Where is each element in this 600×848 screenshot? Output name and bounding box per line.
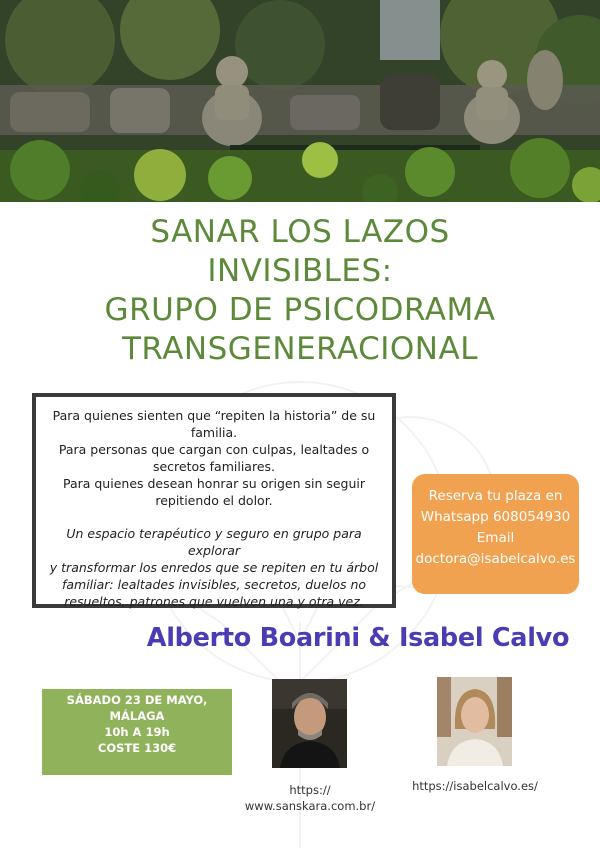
alberto-website-link[interactable] <box>230 782 390 814</box>
alberto-url-line-1: https:// <box>289 783 331 797</box>
title-line-3: GRUPO DE PSICODRAMA <box>104 292 496 328</box>
event-hours: 10h A 19h <box>104 725 170 739</box>
description-line-4: resueltos, patrones que vuelven una y otra vez. <box>64 594 364 609</box>
reserve-line-1: Reserva tu plaza en <box>428 488 563 504</box>
audience-box <box>32 393 396 608</box>
reserve-whatsapp[interactable]: Whatsapp 608054930 <box>420 509 571 525</box>
isabel-website-link[interactable]: https://isabelcalvo.es/ <box>412 779 538 793</box>
isabel-photo <box>437 677 512 766</box>
event-details-box <box>42 689 232 775</box>
flyer-title <box>0 213 600 369</box>
audience-line-6: repitiendo el dolor. <box>155 493 273 508</box>
event-date: SÁBADO 23 DE MAYO, <box>66 693 208 707</box>
header-photo <box>0 0 600 202</box>
event-cost: COSTE 130€ <box>97 741 177 755</box>
description-line-3: familiar: lealtades invisibles, secretos, duelos no <box>61 577 367 592</box>
reserve-email-label: Email <box>476 530 515 546</box>
speakers-heading <box>0 623 600 653</box>
audience-line-5: Para quienes desean honrar su origen sin seguir <box>62 476 366 491</box>
man-portrait-icon <box>272 679 347 768</box>
reserve-email[interactable]: doctora@isabelcalvo.es <box>415 551 576 567</box>
title-line-1: SANAR LOS LAZOS <box>150 214 450 250</box>
audience-line-2: familia. <box>190 425 238 440</box>
alberto-photo <box>272 679 347 768</box>
garden-photo <box>0 0 600 202</box>
event-city: MÁLAGA <box>109 709 165 723</box>
reservation-box <box>412 474 579 594</box>
title-line-2: INVISIBLES: <box>207 253 393 289</box>
audience-line-4: secretos familiares. <box>152 459 276 474</box>
title-line-4: TRANSGENERACIONAL <box>122 331 478 367</box>
speakers-names: Alberto Boarini & Isabel Calvo <box>146 623 570 653</box>
audience-line-3: Para personas que cargan con culpas, lealtades o <box>58 442 370 457</box>
alberto-url-line-2: www.sanskara.com.br/ <box>244 799 376 813</box>
description-line-2: y transformar los enredos que se repiten en tu árbol <box>49 560 379 575</box>
woman-portrait-icon <box>437 677 512 766</box>
audience-line-1: Para quienes sienten que “repiten la historia” de su <box>52 408 376 423</box>
description-line-1: Un espacio terapéutico y seguro en grupo para explorar <box>66 526 362 558</box>
